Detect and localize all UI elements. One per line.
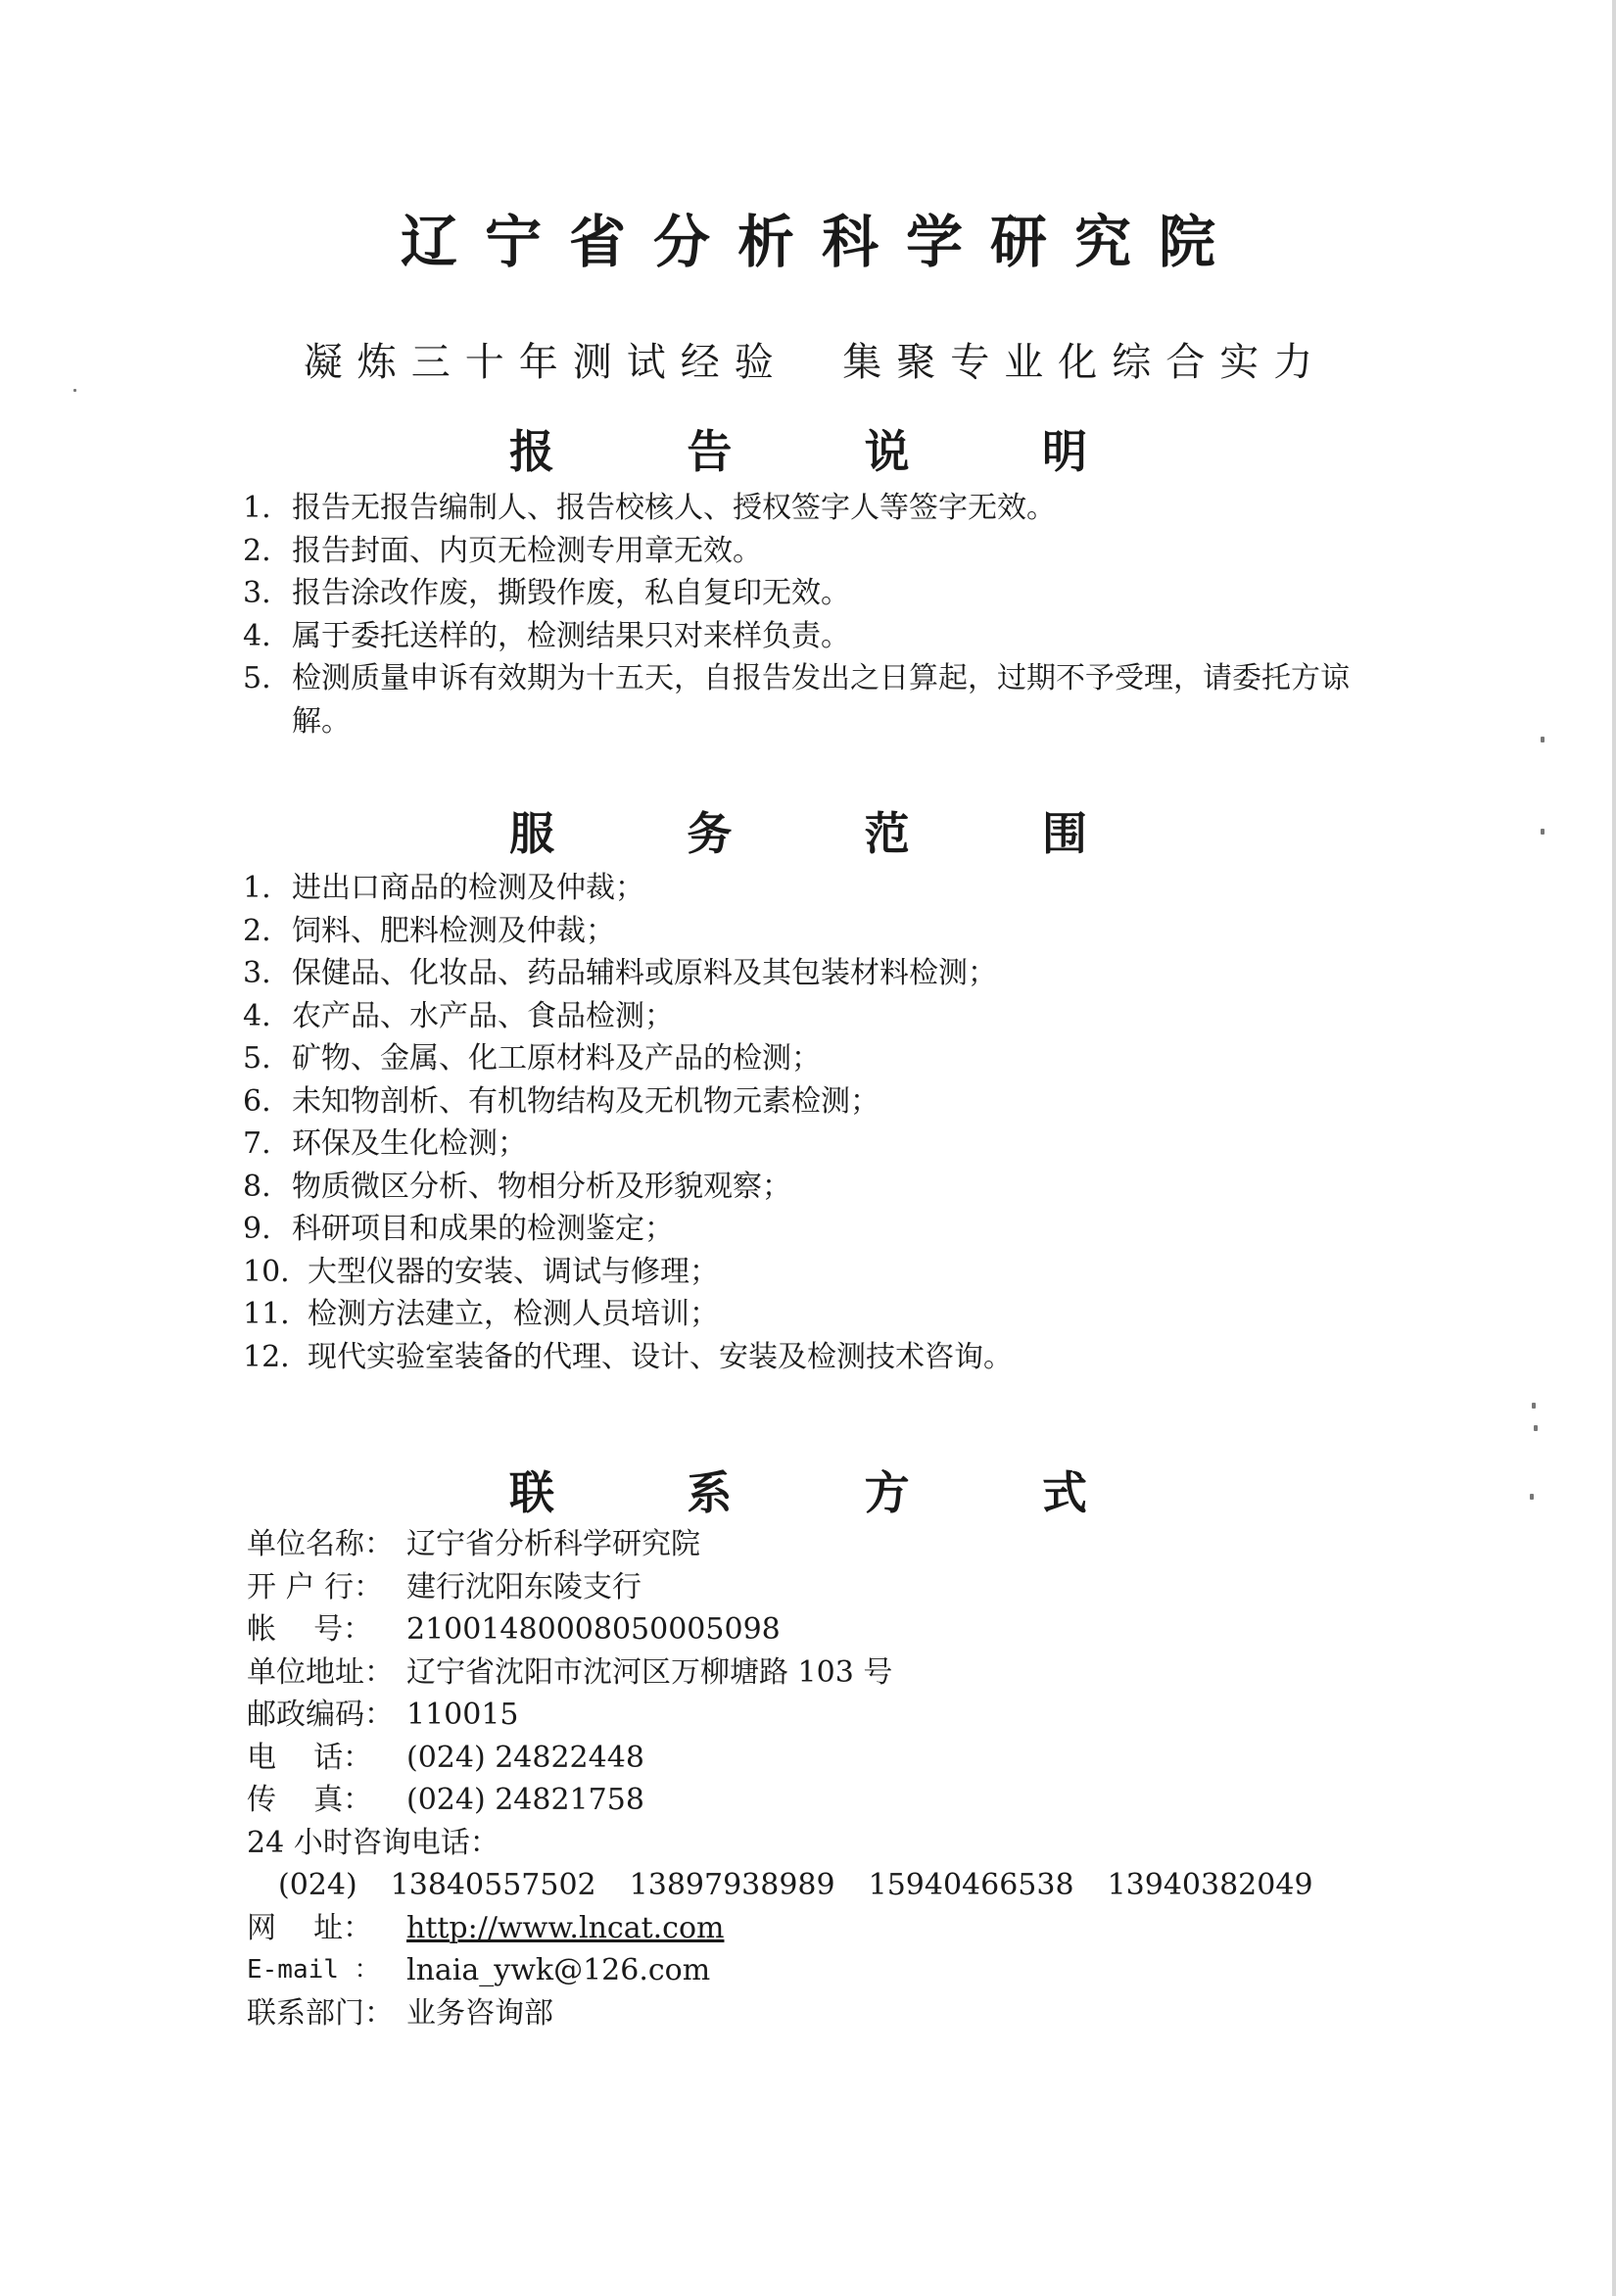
report-notes-heading [509,416,1087,481]
contact-label: 电 话： [247,1740,373,1775]
contact-heading [509,1458,1087,1522]
contact-row-address [247,1651,1383,1695]
contact-row-website [247,1907,1383,1950]
list-item-text: 检测质量申诉有效期为十五天，自报告发出之日算起，过期不予受理，请委托方谅解。 [292,661,1350,739]
list-item-number: 5. [243,661,271,695]
list-item-text: 现代实验室装备的代理、设计、安装及检测技术咨询。 [308,1339,1013,1374]
list-item-text: 保健品、化妆品、药品辅料或原料及其包装材料检测； [292,956,997,990]
service-scope-list [243,867,1379,1378]
list-item-number: 11. [243,1297,290,1331]
hotline-area-code: (024) [278,1868,357,1902]
heading-char: 联 [509,1466,554,1519]
list-item-text: 矿物、金属、化工原材料及产品的检测； [292,1041,821,1076]
list-item-text: 报告无报告编制人、报告校核人、授权签字人等签字无效。 [292,491,1056,525]
unit-name-value: 辽宁省分析科学研究院 [406,1527,700,1561]
contact-row-fax [247,1779,1383,1822]
list-item-number: 8. [243,1169,271,1204]
scan-speck [73,389,76,392]
contact-label: 联系部门： [247,1995,394,2031]
contact-label: 网 址： [247,1910,373,1945]
list-item-text: 进出口商品的检测及仲裁； [292,871,644,905]
list-item-text: 大型仪器的安装、调试与修理； [308,1254,719,1289]
list-item [243,1208,1379,1251]
list-item [243,572,1379,615]
list-item-number: 5. [243,1041,271,1076]
contact-label: E-mail ： [247,1955,380,1985]
list-item [243,1166,1379,1209]
hotline-number: 13897938989 [629,1868,835,1902]
list-item-text: 报告封面、内页无检测专用章无效。 [292,533,762,568]
hotline-numbers [247,1864,1383,1907]
contact-label: 单位名称： [247,1527,394,1561]
list-item [243,1080,1379,1124]
list-item-number: 7. [243,1126,271,1161]
list-item-number: 2. [243,913,271,948]
heading-char: 方 [864,1466,910,1519]
scan-speck [1534,1425,1538,1431]
list-item-text: 未知物剖析、有机物结构及无机物元素检测； [292,1083,879,1119]
list-item-number: 4. [243,618,271,653]
hotline-number: 13840557502 [390,1868,596,1902]
list-item [243,530,1379,573]
list-item-text: 饲料、肥料检测及仲裁； [292,913,615,948]
heading-char: 范 [864,807,910,860]
list-item [243,995,1379,1038]
institute-title: 辽宁省分析科学研究院 [400,209,1243,275]
fax-value: (024) 24821758 [406,1783,644,1817]
list-item [243,952,1379,995]
heading-char: 式 [1041,1466,1087,1519]
contact-row-hotline-label [247,1822,1383,1865]
heading-char: 务 [687,807,733,860]
heading-char: 说 [864,425,910,478]
list-item [243,1293,1379,1336]
email-value: lnaia_ywk@126.com [406,1953,711,1987]
scan-speck [1541,829,1545,835]
contact-label: 传 真： [247,1783,373,1817]
list-item-number: 9. [243,1212,271,1246]
list-item [243,1251,1379,1294]
list-item-number: 3. [243,956,271,990]
list-item-number: 1. [243,491,271,525]
heading-char: 报 [509,425,554,478]
contact-row-account [247,1608,1383,1651]
scan-speck [1530,1494,1534,1500]
contact-row-department [247,1992,1383,2035]
scan-speck [1532,1403,1536,1409]
list-item-text: 属于委托送样的，检测结果只对来样负责。 [292,618,850,653]
heading-char: 围 [1041,807,1087,860]
list-item-number: 2. [243,533,271,568]
list-item-number: 6. [243,1083,271,1119]
list-item-number: 4. [243,998,271,1033]
heading-char: 明 [1041,425,1087,478]
contact-row-unit-name [247,1523,1383,1566]
contact-label: 帐 号： [247,1612,373,1647]
contact-row-postcode [247,1694,1383,1737]
hotline-number: 15940466538 [868,1868,1074,1902]
list-item-text: 科研项目和成果的检测鉴定； [292,1212,674,1246]
hotline-label: 24 小时咨询电话： [247,1825,499,1860]
hotline-number: 13940382049 [1107,1868,1313,1902]
list-item-text: 检测方法建立，检测人员培训； [308,1297,719,1331]
list-item [243,487,1379,530]
list-item [243,910,1379,953]
contact-label: 邮政编码： [247,1698,394,1732]
list-item-number: 10. [243,1254,290,1289]
contact-block [247,1523,1383,2034]
phone-value: (024) 24822448 [406,1740,644,1775]
service-scope-heading [509,798,1087,863]
contact-label: 单位地址： [247,1654,394,1690]
website-link[interactable]: http://www.lncat.com [406,1910,725,1945]
list-item-number: 1. [243,871,271,905]
heading-char: 服 [509,807,554,860]
list-item [243,867,1379,910]
report-notes-list [243,487,1379,742]
contact-row-phone [247,1737,1383,1780]
list-item [243,615,1379,658]
list-item [243,1037,1379,1080]
contact-row-email [247,1949,1383,1992]
postcode-value: 110015 [406,1698,519,1732]
list-item [243,657,1379,742]
department-value: 业务咨询部 [406,1995,553,2031]
bank-value: 建行沈阳东陵支行 [406,1569,642,1604]
list-item [243,1123,1379,1166]
list-item-number: 3. [243,576,271,610]
contact-label: 开 户 行： [247,1569,384,1604]
account-value: 21001480008050005098 [406,1612,781,1647]
slogan: 凝炼三十年测试经验 集聚专业化综合实力 [303,340,1328,385]
list-item-text: 环保及生化检测； [292,1126,527,1161]
list-item-number: 12. [243,1339,290,1374]
list-item-text: 农产品、水产品、食品检测； [292,998,674,1033]
heading-char: 系 [687,1466,733,1519]
list-item-text: 物质微区分析、物相分析及形貌观察； [292,1169,791,1204]
list-item [243,1336,1379,1379]
heading-char: 告 [687,425,733,478]
contact-row-bank [247,1566,1383,1609]
list-item-text: 报告涂改作废，撕毁作废，私自复印无效。 [292,576,850,610]
scan-speck [1541,737,1545,742]
address-value: 辽宁省沈阳市沈河区万柳塘路 103 号 [406,1654,893,1690]
